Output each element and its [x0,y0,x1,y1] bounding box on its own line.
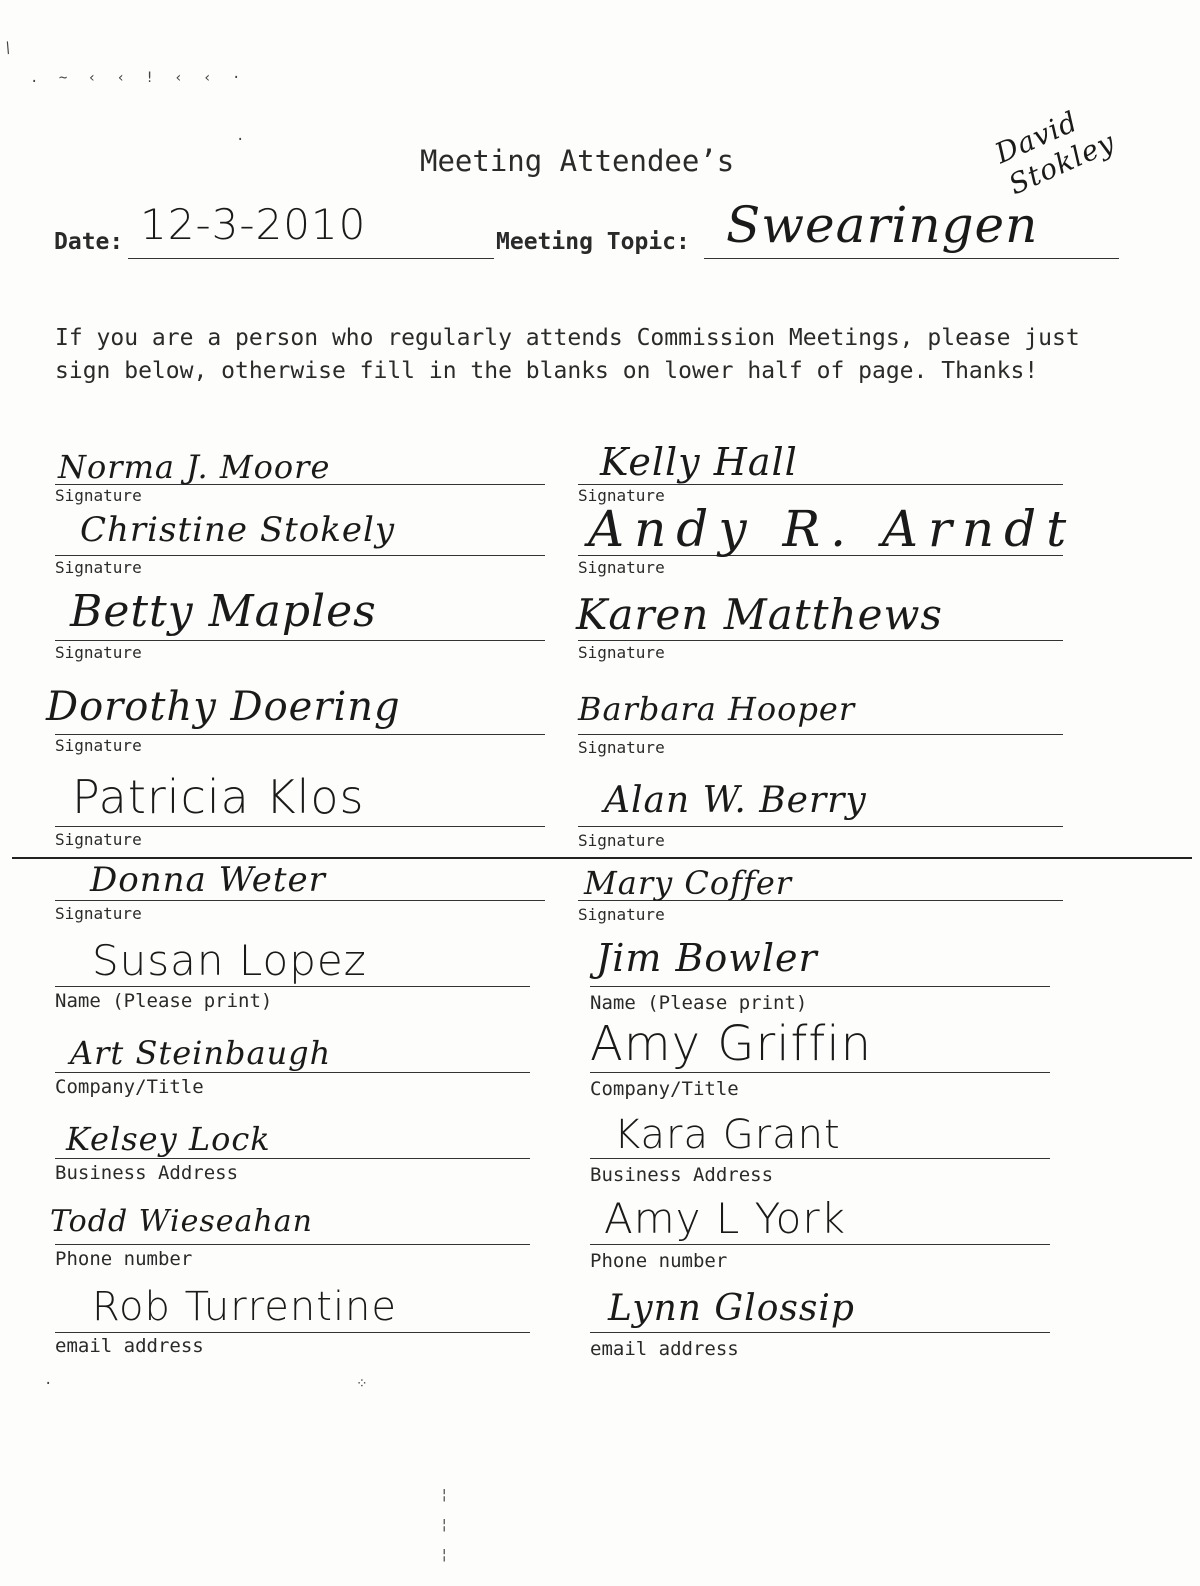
date-line [128,258,494,259]
signature-line [578,826,1063,827]
email-line [55,1332,530,1333]
email-right: Lynn Glossip [608,1288,855,1329]
name-line [590,986,1050,987]
scan-mark: · [44,1376,53,1392]
company-right: Amy Griffin [590,1016,873,1072]
signature-left-4: Dorothy Doering [46,684,401,730]
signature-right-2: Andy R. Arndt [588,500,1077,558]
name-line [55,986,530,987]
signature-caption: Signature [55,558,142,577]
phone-caption: Phone number [590,1250,728,1272]
instructions-text: If you are a person who regularly attends Commission Meetings, please just sign below, otherwise fill in the blanks on lower half of page. Thanks! [55,325,1080,384]
phone-left: Todd Wieseahan [50,1204,313,1239]
signature-caption: Signature [578,905,665,924]
signature-caption: Signature [578,831,665,850]
email-caption: email address [55,1335,204,1357]
address-left: Kelsey Lock [66,1120,271,1158]
name-right: Jim Bowler [596,936,818,980]
signature-line [55,555,545,556]
address-caption: Business Address [55,1162,239,1184]
signature-caption: Signature [55,904,142,923]
meeting-topic-label: Meeting Topic: [496,229,690,255]
signature-left-1: Norma J. Moore [58,448,331,486]
signature-caption: Signature [55,486,142,505]
email-caption: email address [590,1338,739,1360]
address-caption: Business Address [590,1164,774,1186]
scan-mark: . ~ ‹ ‹ ! ‹ ‹ · [30,70,247,86]
signature-left-5: Patricia Klos [72,770,365,824]
address-line [55,1158,530,1159]
signature-line [578,734,1063,735]
name-caption: Name (Please print) [55,990,273,1012]
phone-line [55,1244,530,1245]
signature-line [55,826,545,827]
signature-right-5: Alan W. Berry [604,780,867,821]
scan-mark: ¦ ¦ ¦ [440,1487,449,1563]
company-line [590,1072,1050,1073]
signature-left-3: Betty Maples [70,586,377,637]
signature-right-6: Mary Coffer [584,864,793,902]
address-right: Kara Grant [614,1112,841,1158]
signature-caption: Signature [578,558,665,577]
signature-caption: Signature [578,738,665,757]
signature-line [55,734,545,735]
signature-caption: Signature [55,736,142,755]
meeting-topic-value: Swearingen [726,196,1039,254]
signature-left-2: Christine Stokely [80,510,396,550]
signature-right-3: Karen Matthews [576,590,943,639]
date-label: Date: [54,229,124,255]
phone-caption: Phone number [55,1248,193,1270]
phone-line [590,1244,1050,1245]
scan-mark: / [0,38,16,58]
company-left: Art Steinbaugh [70,1034,332,1072]
signature-line [578,640,1063,641]
phone-right: Amy L York [604,1194,846,1243]
scan-mark: ⁘ [356,1376,368,1392]
name-left: Susan Lopez [92,936,367,985]
name-caption: Name (Please print) [590,992,808,1014]
signature-caption: Signature [55,830,142,849]
meeting-topic-note: David Stokley [990,104,1121,202]
section-divider [12,857,1192,859]
company-caption: Company/Title [590,1078,739,1100]
signature-left-6: Donna Weter [90,860,326,900]
address-line [590,1158,1050,1159]
signature-right-1: Kelly Hall [600,440,798,484]
signature-right-4: Barbara Hooper [578,690,856,728]
email-line [590,1332,1050,1333]
company-line [55,1072,530,1073]
signature-line [578,484,1063,485]
signature-caption: Signature [55,643,142,662]
date-value: 12-3-2010 [140,200,367,249]
signature-line [55,900,545,901]
signature-caption: Signature [578,643,665,662]
scan-mark: · [236,132,245,148]
signature-line [55,640,545,641]
signature-caption: Signature [578,486,665,505]
meeting-topic-line [704,258,1119,259]
email-left: Rob Turrentine [92,1284,398,1330]
page-title: Meeting Attendee’s [420,144,735,178]
company-caption: Company/Title [55,1076,204,1098]
